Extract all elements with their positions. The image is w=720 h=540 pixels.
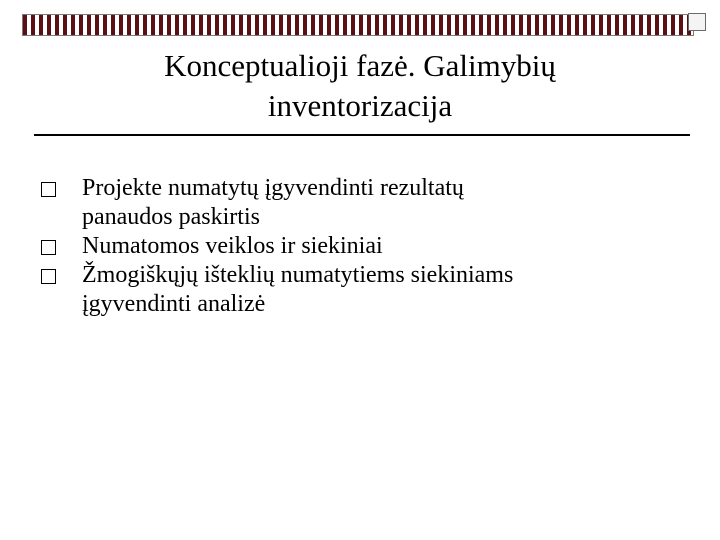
- bullet-list: [36, 174, 696, 319]
- bullet-2-line-1: Numatomos veiklos ir siekiniai: [82, 233, 383, 259]
- bullet-3-line-2: įgyvendinti analizė: [82, 291, 266, 317]
- bullet-item-3: [36, 261, 696, 319]
- decorative-corner-square: [688, 13, 706, 31]
- slide-title-line-1: Konceptualioji fazė. Galimybių: [164, 48, 556, 83]
- slide-title: [60, 46, 660, 126]
- bullet-1-line-2: panaudos paskirtis: [82, 204, 260, 230]
- slide-title-line-2: inventorizacija: [267, 88, 453, 123]
- decorative-top-bar: [22, 14, 694, 36]
- bullet-3-line-1: Žmogiškųjų išteklių numatytiems siekiniams: [82, 262, 514, 288]
- bullet-item-1: [36, 174, 696, 232]
- bullet-item-2: [36, 232, 696, 261]
- hollow-square-bullet-icon: [41, 240, 56, 255]
- hollow-square-bullet-icon: [41, 182, 56, 197]
- hollow-square-bullet-icon: [41, 269, 56, 284]
- bullet-1-line-1: Projekte numatytų įgyvendinti rezultatų: [82, 175, 464, 201]
- title-divider: [34, 134, 690, 136]
